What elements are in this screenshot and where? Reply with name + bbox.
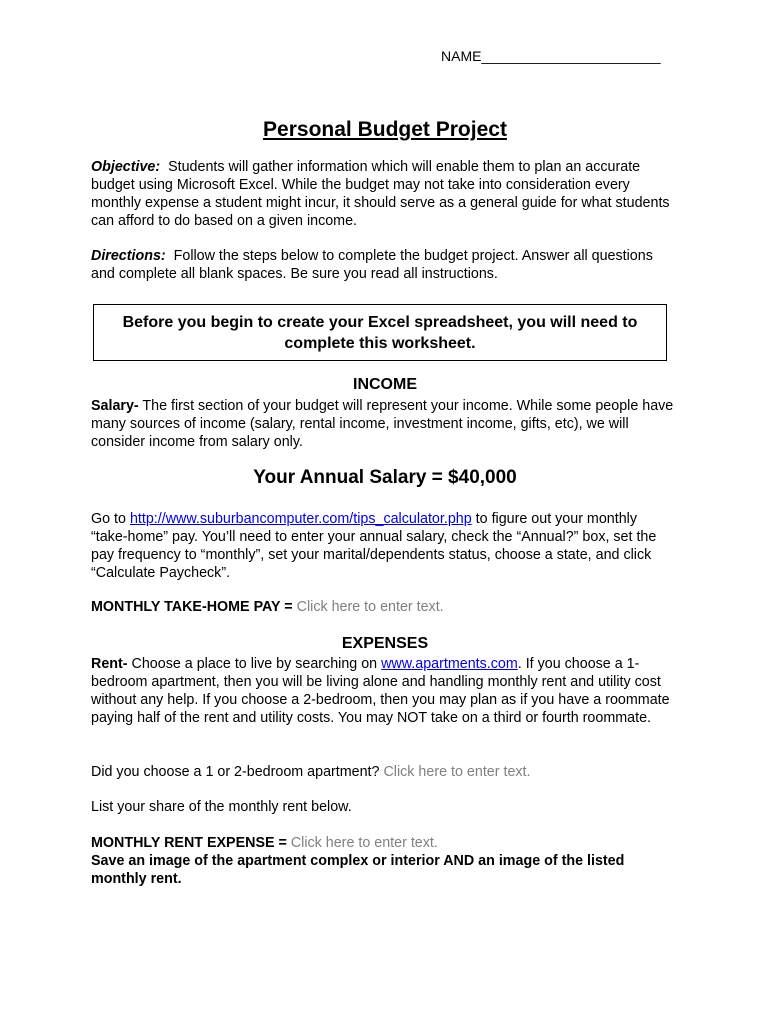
- goto-suffix: to figure out your monthly “take-home” pay. You’ll need to enter your annual salary, check the “Annual?” box, set the pay frequency to “monthly”, set your marital/dependents status, choose a state, and click “Calculate Paycheck”.: [91, 511, 657, 581]
- apartments-link[interactable]: www.apartments.com: [381, 656, 518, 672]
- name-label: NAME: [441, 48, 482, 64]
- objective-text: Students will gather information which will enable them to plan an accurate budget using Microsoft Excel. While the budget may not take into consideration every monthly expense a student might incur, it should serve as a general guide for what students can afford to do based on a given income.: [91, 159, 670, 229]
- salary-paragraph: [91, 397, 675, 451]
- rent-suffix: . If you choose a 1-bedroom apartment, then you will be living alone and handling monthly rent and utility cost without any help. If you choose a 2-bedroom, then you may plan as if you have a roommate paying half of the rent and utility costs. You may NOT take on a third or fourth roommate.: [91, 656, 670, 726]
- objective-paragraph: [91, 158, 675, 230]
- directions-text: Follow the steps below to complete the budget project. Answer all questions and complete all blank spaces. Be sure you read all instructions.: [91, 248, 653, 282]
- income-heading: INCOME: [353, 376, 417, 393]
- expenses-heading: EXPENSES: [341, 635, 429, 652]
- takehome-row: [91, 598, 675, 616]
- name-field: [441, 47, 661, 65]
- page-title: Personal Budget Project: [263, 118, 507, 141]
- list-share-text: List your share of the monthly rent below.: [91, 799, 352, 815]
- rent-expense-input[interactable]: Click here to enter text.: [290, 835, 438, 851]
- salary-label: Salary-: [91, 398, 139, 414]
- takehome-input[interactable]: Click here to enter text.: [296, 599, 444, 615]
- calculator-link[interactable]: http://www.suburbancomputer.com/tips_calculator.php: [129, 511, 472, 527]
- annual-salary: Your Annual Salary = $40,000: [253, 467, 517, 488]
- rent-paragraph: [91, 655, 675, 727]
- calculator-instructions: [91, 510, 675, 582]
- directions-label: Directions:: [91, 248, 166, 264]
- directions-paragraph: [91, 247, 675, 283]
- name-blank-line[interactable]: _______________________: [481, 48, 661, 64]
- rent-expense-row: [91, 834, 675, 852]
- salary-text: The first section of your budget will represent your income. While some people have many sources of income (salary, rental income, investment income, gifts, etc), we will consider income from salary only.: [91, 398, 674, 450]
- objective-label: Objective:: [91, 159, 161, 175]
- bedroom-input[interactable]: Click here to enter text.: [383, 764, 531, 780]
- rent-expense-label: MONTHLY RENT EXPENSE =: [91, 835, 287, 851]
- bedroom-question: Did you choose a 1 or 2-bedroom apartment?: [91, 764, 380, 780]
- bedroom-question-row: [91, 763, 675, 781]
- rent-prefix: Choose a place to live by searching on: [131, 656, 378, 672]
- goto-prefix: Go to: [91, 511, 126, 527]
- save-image-note: Save an image of the apartment complex or interior AND an image of the listed monthly rent.: [91, 853, 625, 887]
- takehome-label: MONTHLY TAKE-HOME PAY =: [91, 599, 293, 615]
- notice-box: Before you begin to create your Excel spreadsheet, you will need to complete this worksheet.: [93, 304, 667, 361]
- rent-label: Rent-: [91, 656, 128, 672]
